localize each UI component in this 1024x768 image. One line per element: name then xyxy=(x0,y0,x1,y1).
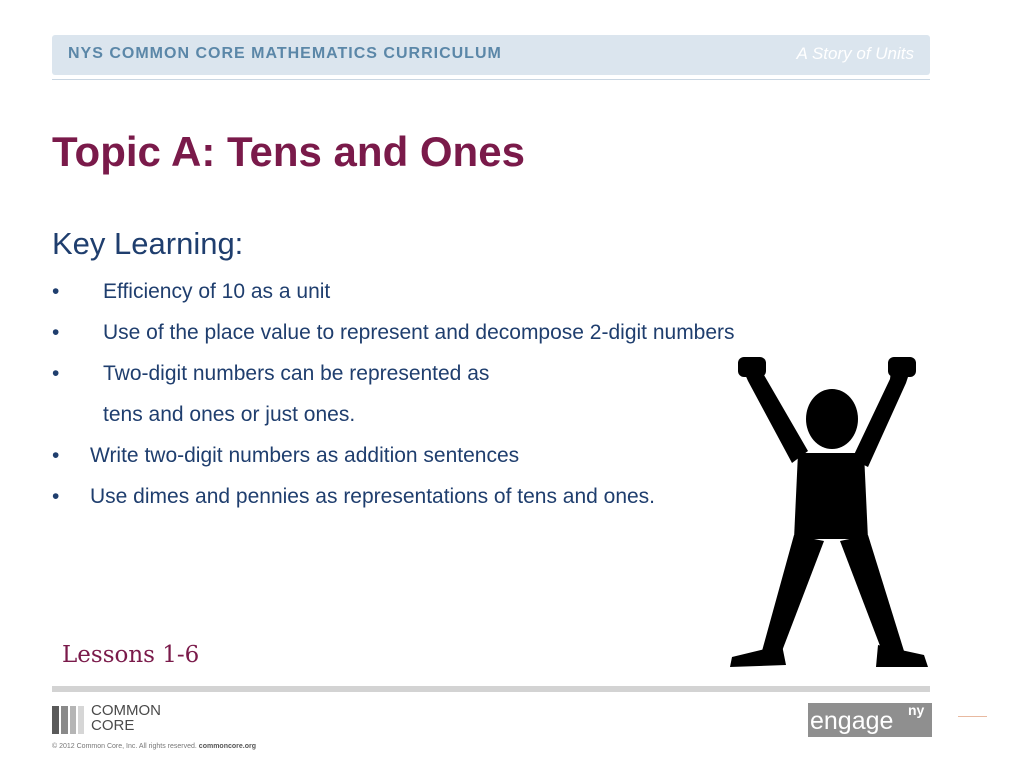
key-learning-heading: Key Learning: xyxy=(52,226,244,261)
common-core-logo-icon xyxy=(52,706,84,734)
list-item-text: Two-digit numbers can be represented as xyxy=(103,362,490,385)
story-of-units-label: A Story of Units xyxy=(796,44,914,63)
list-item-text: Use of the place value to represent and decompose 2-digit numbers xyxy=(103,321,735,344)
common-core-line-1: COMMON xyxy=(91,702,161,719)
footer-divider xyxy=(52,686,930,692)
accent-line xyxy=(958,716,987,717)
header-divider xyxy=(52,79,930,80)
bullet-marker: • xyxy=(52,444,60,467)
list-item-text: Use dimes and pennies as representations of tens and ones. xyxy=(90,485,656,508)
engageny-logo xyxy=(808,703,932,737)
list-item-text: tens and ones or just ones. xyxy=(103,403,356,426)
copyright-notice xyxy=(52,743,256,750)
bullet-marker: • xyxy=(52,362,60,385)
list-item-text: Efficiency of 10 as a unit xyxy=(103,280,331,303)
list-item-text: Write two-digit numbers as addition sentences xyxy=(90,444,520,467)
list-item xyxy=(52,319,932,360)
common-core-wordmark xyxy=(91,703,161,733)
common-core-line-2: CORE xyxy=(91,717,135,734)
header-bar xyxy=(52,35,930,75)
lessons-label: Lessons 1-6 xyxy=(62,642,200,668)
copyright-link[interactable]: commoncore.org xyxy=(198,743,256,750)
bullet-marker: • xyxy=(52,485,60,508)
slide-title: Topic A: Tens and Ones xyxy=(52,128,525,175)
engage-ny-superscript: ny xyxy=(908,702,925,718)
person-arms-raised-icon xyxy=(728,355,930,667)
bullet-marker: • xyxy=(52,280,60,303)
copyright-text: © 2012 Common Core, Inc. All rights reserved. xyxy=(52,743,197,750)
bullet-marker: • xyxy=(52,321,60,344)
curriculum-title: NYS COMMON CORE MATHEMATICS CURRICULUM xyxy=(68,45,502,62)
engage-wordmark: engage xyxy=(810,707,894,735)
list-item xyxy=(52,278,932,319)
